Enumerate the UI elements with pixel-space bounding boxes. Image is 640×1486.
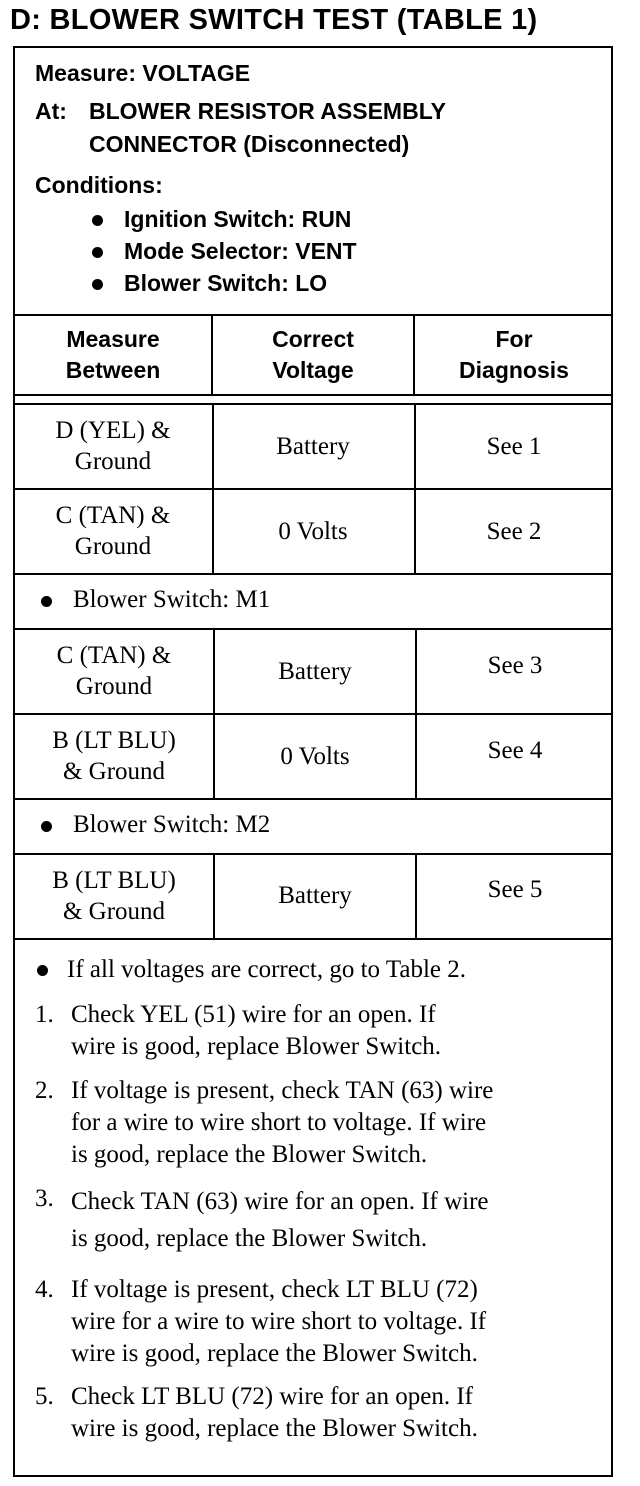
note-number: 5.	[35, 1383, 54, 1410]
divider	[15, 628, 611, 630]
at-label: At:	[35, 98, 67, 124]
at-location-line2: CONNECTOR (Disconnected)	[89, 131, 410, 157]
page-title: D: BLOWER SWITCH TEST (TABLE 1)	[10, 4, 538, 36]
cell-diagnosis: See 1	[486, 433, 542, 460]
note-line: wire for a wire to wire short to voltage. If	[71, 1308, 487, 1335]
cell-correct-voltage: 0 Volts	[278, 518, 348, 545]
cell-line: & Ground	[62, 758, 166, 785]
column-header-line: Between	[65, 357, 161, 383]
conditions-label: Conditions:	[35, 172, 163, 198]
bullet-icon	[37, 965, 48, 976]
condition-item: Ignition Switch: RUN	[124, 206, 352, 232]
note-text	[71, 1075, 601, 1171]
divider	[15, 394, 611, 396]
divider	[15, 488, 611, 490]
note-line: wire is good, replace the Blower Switch.	[71, 1415, 478, 1442]
note-line: Check TAN (63) wire for an open. If wire	[71, 1188, 489, 1215]
note-line: is good, replace the Blower Switch.	[71, 1141, 428, 1168]
note-number: 3.	[35, 1185, 54, 1212]
cell-measure-between	[15, 725, 213, 787]
column-divider	[213, 628, 215, 800]
note-text	[71, 1381, 601, 1445]
at-location-line1: BLOWER RESISTOR ASSEMBLY	[89, 98, 446, 124]
note-text	[71, 999, 601, 1063]
note-number: 1.	[35, 1001, 54, 1028]
cell-correct-voltage: 0 Volts	[280, 743, 350, 770]
cell-line: C (TAN) &	[56, 642, 172, 669]
note-text	[71, 1274, 601, 1370]
cell-line: Ground	[75, 673, 153, 700]
column-header-line: For	[495, 326, 533, 352]
test-table	[13, 46, 613, 1477]
cell-measure-between	[15, 415, 211, 477]
cell-measure-between	[15, 640, 213, 702]
column-header-line: Diagnosis	[459, 357, 569, 383]
bullet-icon	[41, 821, 52, 832]
cell-measure-between	[15, 500, 211, 562]
divider	[15, 314, 611, 316]
bullet-icon	[92, 215, 103, 226]
cell-line: B (LT BLU)	[52, 727, 176, 754]
note-number: 2.	[35, 1077, 54, 1104]
cell-diagnosis: See 2	[486, 518, 542, 545]
condition-band-label: Blower Switch: M2	[73, 811, 271, 838]
divider	[15, 713, 611, 715]
column-divider	[414, 403, 416, 575]
divider	[15, 853, 611, 855]
note-line: wire is good, replace the Blower Switch.	[71, 1340, 478, 1367]
diagnosis-notes	[15, 938, 611, 1475]
measure-label: Measure: VOLTAGE	[35, 60, 251, 86]
cell-line: Ground	[74, 533, 152, 560]
cell-line: B (LT BLU)	[52, 867, 176, 894]
cell-correct-voltage: Battery	[278, 882, 352, 909]
cell-line: & Ground	[62, 898, 166, 925]
cell-correct-voltage: Battery	[276, 433, 350, 460]
cell-line: Ground	[74, 448, 152, 475]
column-header-line: Measure	[66, 326, 160, 352]
condition-item: Blower Switch: LO	[124, 270, 328, 296]
note-line: If voltage is present, check LT BLU (72)	[71, 1276, 478, 1303]
column-header-line: Voltage	[272, 357, 354, 383]
column-divider	[212, 403, 214, 575]
note-line: wire is good, replace Blower Switch.	[71, 1033, 442, 1060]
condition-item: Mode Selector: VENT	[124, 238, 357, 264]
cell-diagnosis: See 5	[487, 876, 543, 903]
note-line: for a wire to wire short to voltage. If wire	[71, 1109, 487, 1136]
note-line: is good, replace the Blower Switch.	[71, 1225, 428, 1252]
note-line: Check YEL (51) wire for an open. If	[71, 1001, 436, 1028]
note-text	[71, 1183, 601, 1257]
bullet-icon	[41, 596, 52, 607]
bullet-icon	[92, 247, 103, 258]
note-line: If voltage is present, check TAN (63) wire	[71, 1077, 494, 1104]
cell-diagnosis: See 3	[487, 652, 543, 679]
cell-diagnosis: See 4	[487, 737, 543, 764]
cell-correct-voltage: Battery	[278, 658, 352, 685]
column-header-correct-voltage	[213, 324, 413, 386]
condition-band-m2	[15, 800, 611, 853]
note-line: Check LT BLU (72) wire for an open. If	[71, 1383, 473, 1410]
column-header-for-diagnosis	[415, 324, 613, 386]
condition-band-label: Blower Switch: M1	[73, 586, 271, 613]
note-text: If all voltages are correct, go to Table 2.	[67, 956, 467, 983]
cell-line: D (YEL) &	[55, 417, 171, 444]
measurement-conditions	[15, 48, 611, 316]
column-header-line: Correct	[272, 326, 354, 352]
cell-line: C (TAN) &	[55, 502, 171, 529]
bullet-icon	[92, 279, 103, 290]
condition-band-m1	[15, 575, 611, 628]
note-number: 4.	[35, 1276, 54, 1303]
divider	[15, 403, 611, 405]
cell-measure-between	[15, 865, 213, 927]
column-header-measure-between	[15, 324, 211, 386]
